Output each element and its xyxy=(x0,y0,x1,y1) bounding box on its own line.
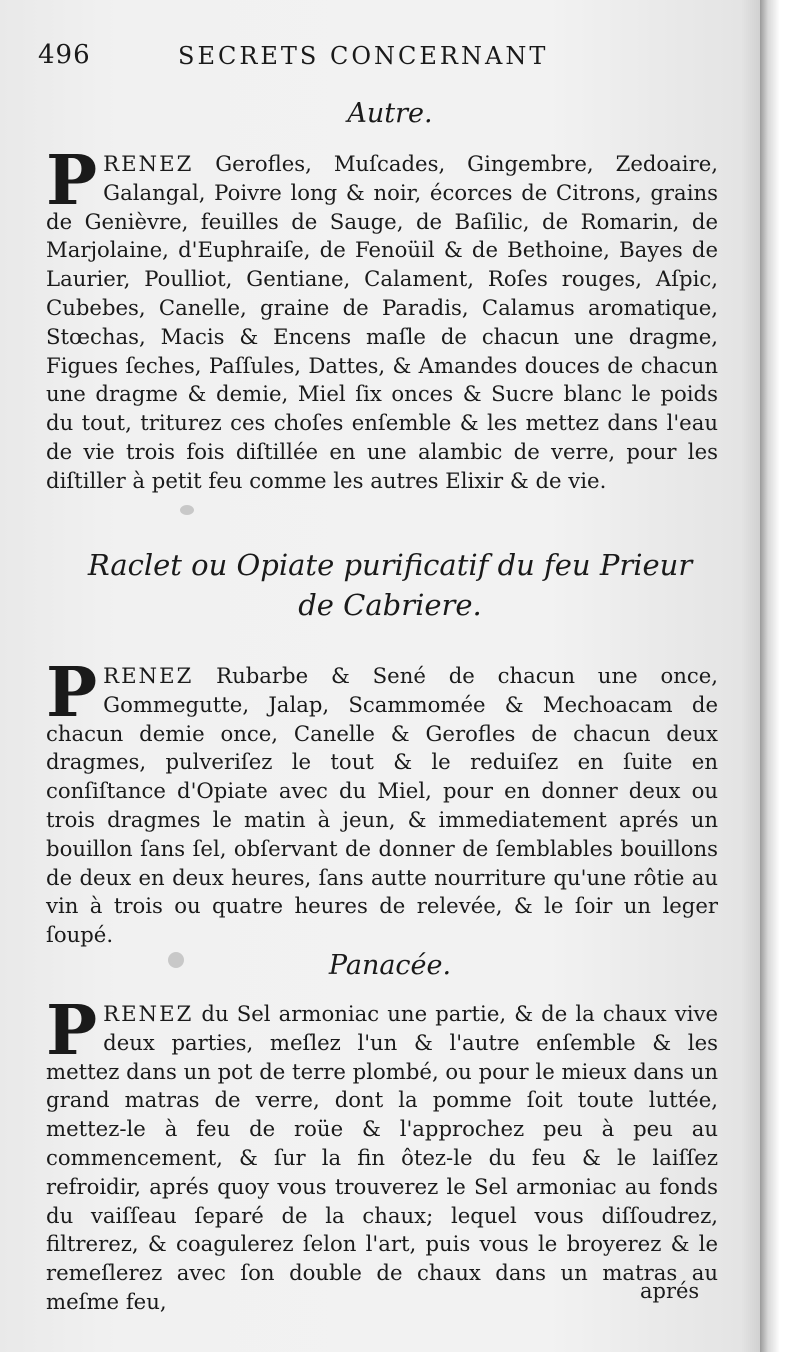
section-title-raclet-line2: de Cabriere. xyxy=(298,588,482,622)
drop-cap: P xyxy=(46,991,98,1071)
catchword: aprés xyxy=(640,1279,700,1303)
section-title-raclet-line1: Raclet ou Opiate purificatif du feu Prieur xyxy=(87,548,693,582)
lead-word: RENEZ xyxy=(103,151,194,176)
lead-word: RENEZ xyxy=(103,663,194,688)
page-edge xyxy=(760,0,780,1352)
lead-word: RENEZ xyxy=(103,1001,194,1026)
page-number: 496 xyxy=(38,40,91,70)
paragraph-text: Rubarbe & Sené de chacun une once, Gommegutte, Jalap, Scammomée & Mechoacam de chacun demie once, Canelle & Gerofles de chacun deux dragmes, pulveriſez le tout & le reduiſez en ſuite en conſiſtance d'Opiate avec du Miel, pour en donner deux ou trois dragmes le matin à jeun, & immediatement aprés un bouillon ſans ſel, obſervant de donner de ſemblables bouillons de deux en deux heures, ſans autte nourriture qu'une rôtie au vin à trois ou quatre heures de relevée, & le ſoir un leger ſoupé. xyxy=(46,663,718,948)
ink-smudge xyxy=(168,952,184,968)
section-body-autre xyxy=(46,141,718,496)
section-body-raclet xyxy=(46,653,718,950)
paragraph-text: Gerofles, Muſcades, Gingembre, Zedoaire, Galangal, Poivre long & noir, écorces de Citrons, grains de Genièvre, feuilles de Sauge, de Baſilic, de Romarin, de Marjolaine, d'Euphraiſe, de Fenoüil & de Bethoine, Bayes de Laurier, Poulliot, Gentiane, Calament, Roſes rouges, Aſpic, Cubebes, Canelle, graine de Paradis, Calamus aromatique, Stœchas, Macis & Encens maſle de chacun une dragme, Figues ſeches, Paſſules, Dattes, & Amandes douces de chacun une dragme & demie, Miel ſix onces & Sucre blanc le poids du tout, triturez ces choſes enſemble & les mettez dans l'eau de vie trois fois diſtillée en une alambic de verre, pour les diſtiller à petit feu comme les autres Elixir & de vie. xyxy=(46,151,718,493)
drop-cap: P xyxy=(46,141,98,221)
page-header xyxy=(38,40,728,74)
drop-cap: P xyxy=(46,653,98,733)
paragraph-text: du Sel armoniac une partie, & de la chaux vive deux parties, meſlez l'un & l'autre enſemble & les mettez dans un pot de terre plombé, ou pour le mieux dans un grand matras de verre, dont la pomme ſoit toute luttée, mettez-le à feu de roüe & l'approchez peu à peu au commencement, & ſur la fin ôtez-le du feu & le laiſſez refroidir, aprés quoy vous trouverez le Sel armoniac au fonds du vaiſſeau ſeparé de la chaux; lequel vous diſſoudrez, filtrerez, & coagulerez ſelon l'art, puis vous le broyerez & le remeſlerez avec ſon double de chaux dans un matras au meſme feu, xyxy=(46,1001,718,1314)
section-title-autre: Autre. xyxy=(347,98,433,129)
section-body-panacee xyxy=(46,991,718,1317)
running-head: SECRETS CONCERNANT xyxy=(178,42,549,70)
section-title-panacee: Panacée. xyxy=(328,950,452,981)
ink-smudge xyxy=(180,505,194,515)
